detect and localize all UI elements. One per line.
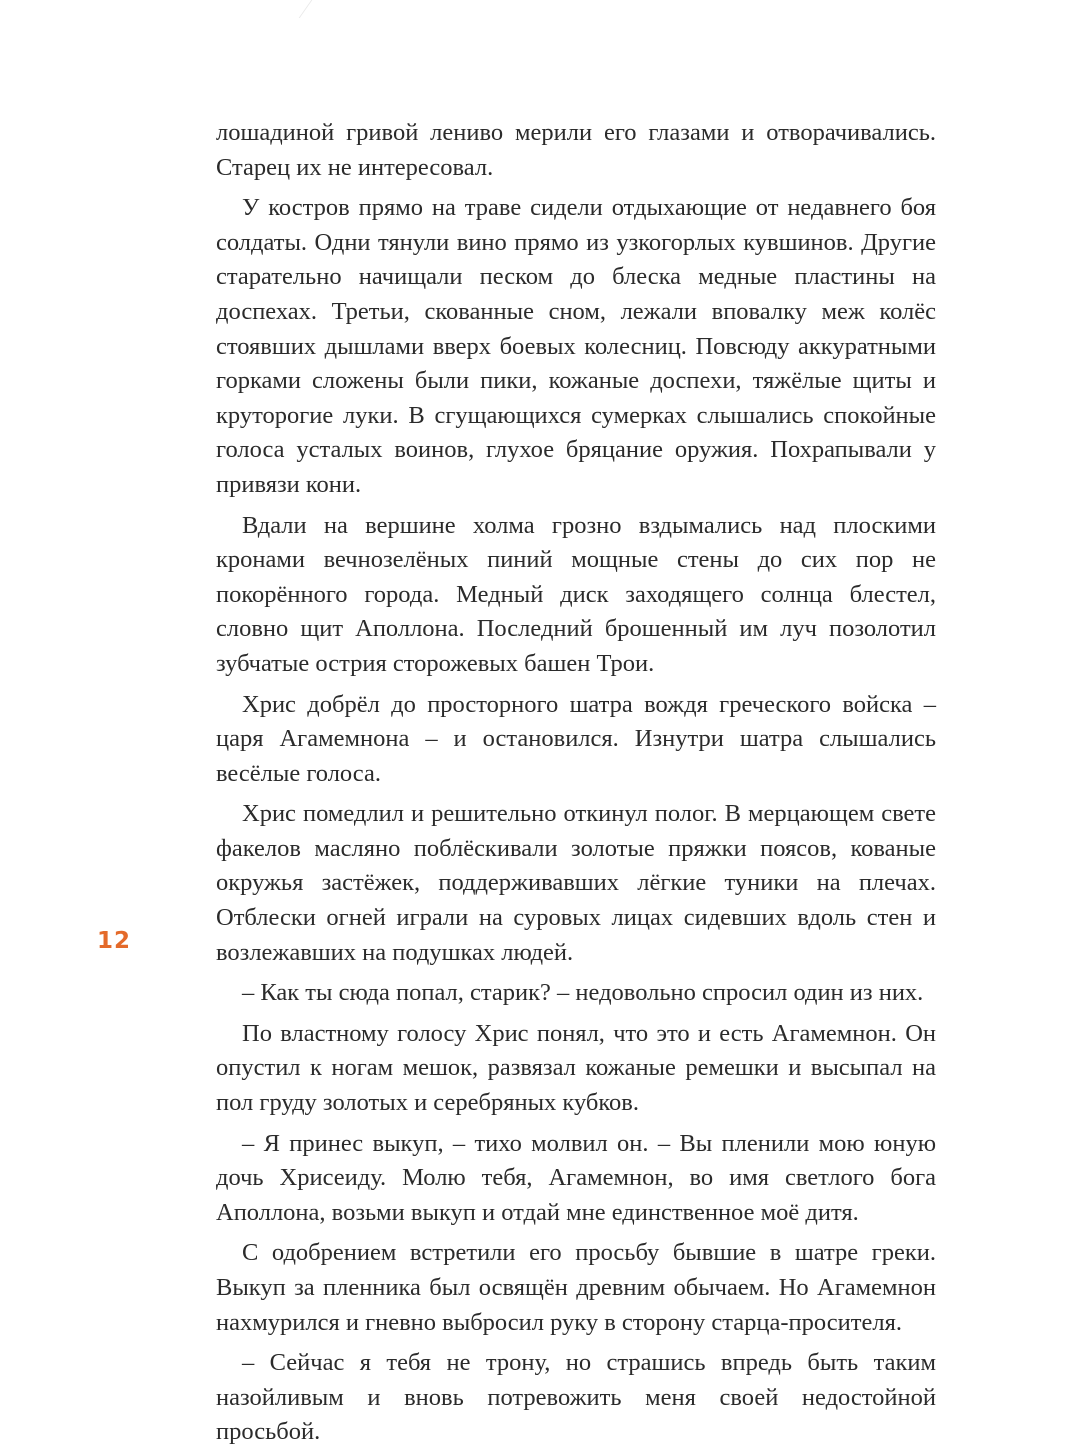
page-body-text	[216, 116, 936, 1456]
paragraph-agamemnon-tent: Хрис добрёл до просторного шатра вождя греческого войска – царя Агамемнона – и остановился. Изнутри шатра слышались весёлые голоса.	[216, 690, 936, 787]
paragraph-soldiers-camp: У костров прямо на траве сидели отдыхающие от недавнего боя солдаты. Одни тянули вино прямо из узкогорлых кувшинов. Другие старательно начищали песком до блеска медные пластины на доспехах. Третьи, скованные сном, лежали вповалку меж колёс стоявших дышлами вверх боевых колесниц. Повсюду аккуратными горками сложены были пики, кожаные доспехи, тяжёлые щиты и круторогие луки. В сгущающихся сумерках слышались спокойные голоса усталых воинов, глухое бряцание оружия. Похрапывали у привязи кони.	[216, 194, 936, 498]
paragraph-inside-tent: Хрис помедлил и решительно откинул полог. В мерцающем свете факелов масляно поблёскивали золотые пряжки поясов, кованые окружья застёжек, поддерживавших лёгкие туники на плечах. Отблески огней играли на суровых лицах сидевших вдоль стен и возлежавших на подушках людей.	[216, 800, 936, 966]
scan-artifact-line	[299, 0, 339, 18]
page-number: 12	[97, 928, 132, 954]
paragraph-dialogue-question: – Как ты сюда попал, старик? – недовольно спросил один из них.	[242, 979, 924, 1007]
paragraph-greeks-approve: С одобрением встретили его просьбу бывшие в шатре греки. Выкуп за пленника был освящён древним обычаем. Но Агамемнон нахмурился и гневно выбросил руку в сторону старца-просителя.	[216, 1239, 936, 1336]
paragraph-continuation: лошадиной гривой лениво мерили его глазами и отворачивались. Старец их не интересовал.	[216, 119, 936, 181]
paragraph-ransom-gold: По властному голосу Хрис понял, что это и есть Агамемнон. Он опустил к ногам мешок, развязал кожаные ремешки и высыпал на пол груду золотых и серебряных кубков.	[216, 1019, 936, 1117]
paragraph-troy-walls: Вдали на вершине холма грозно вздымались над плоскими кронами вечнозелёных пиний мощные стены до сих пор не покорённого города. Медный диск заходящего солнца блестел, словно щит Аполлона. Последний брошенный им луч позолотил зубчатые острия сторожевых башен Трои.	[216, 511, 936, 677]
paragraph-plea: – Я принес выкуп, – тихо молвил он. – Вы пленили мою юную дочь Хрисеиду. Молю тебя, Агамемнон, во имя светлого бога Аполлона, возьми выкуп и отдай мне единственное моё дитя.	[216, 1129, 936, 1226]
paragraph-agamemnon-threat: – Сейчас я тебя не трону, но страшись впредь быть таким назойливым и вновь потревожить меня своей недостойной просьбой.	[216, 1349, 936, 1446]
